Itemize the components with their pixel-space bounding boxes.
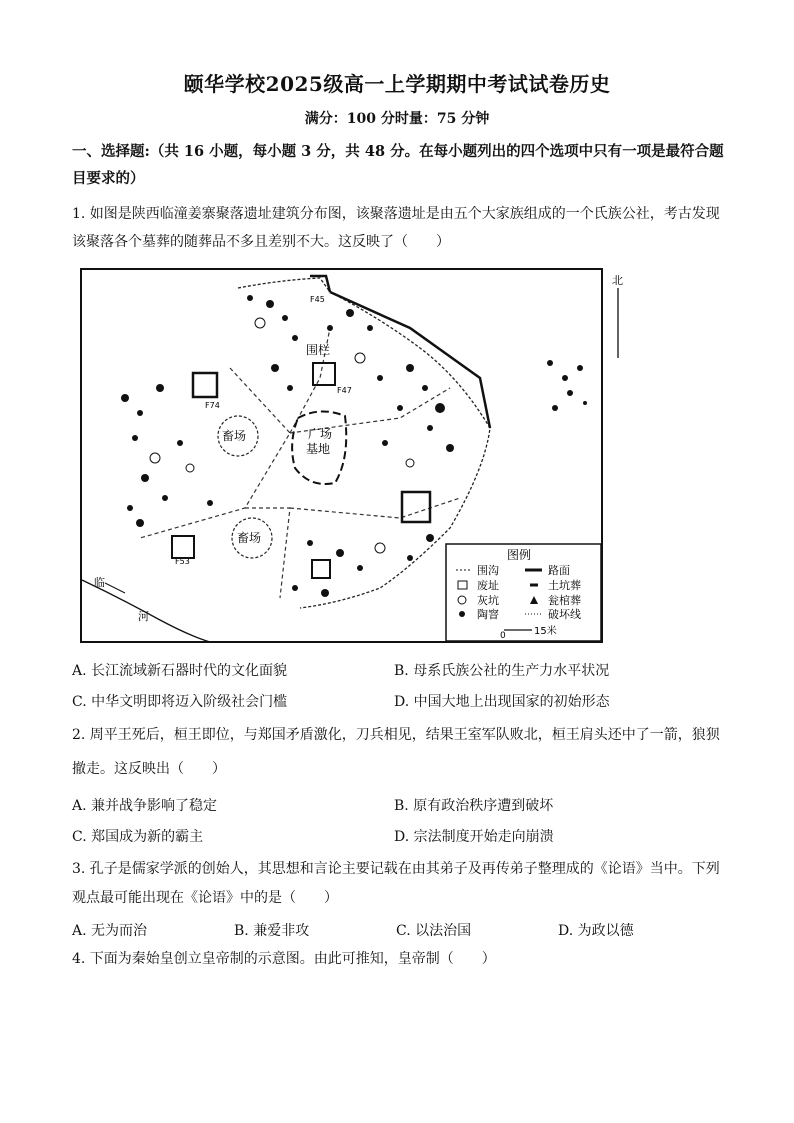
question-2-options-row-1	[72, 795, 732, 815]
legend-item: 废址	[477, 579, 499, 592]
question-3-options	[72, 920, 732, 940]
building-label: F45	[310, 295, 325, 304]
legend-title: 图例	[507, 548, 532, 562]
option-d[interactable]: D. 为政以德	[558, 923, 634, 939]
square-label-2: 基地	[306, 442, 331, 456]
legend-item: 土坑葬	[548, 579, 581, 592]
legend-item: 路面	[548, 564, 570, 577]
question-3-stem: 3. 孔子是儒家学派的创始人，其思想和言论主要记载在由其弟子及再传弟子整理成的《论语》当中。下列观点最可能出现在《论语》中的是（ ）	[72, 861, 720, 906]
pen-top-label: 畜场	[222, 429, 247, 443]
legend-item: 陶窨	[477, 608, 499, 621]
river-label-a: 临	[94, 576, 105, 589]
legend-item: 围沟	[477, 564, 499, 577]
question-4-stem: 4. 下面为秦始皇创立皇帝制的示意图。由此可推知，皇帝制（ ）	[72, 951, 496, 967]
option-d[interactable]: D. 宗法制度开始走向崩溃	[394, 829, 554, 845]
option-c[interactable]: C. 中华文明即将迈入阶级社会门槛	[72, 694, 288, 710]
option-a[interactable]: A. 长江流域新石器时代的文化面貌	[72, 663, 288, 679]
scale-zero: 0	[500, 631, 506, 641]
scale-end: 15米	[534, 626, 557, 637]
option-a[interactable]: A. 兼并战争影响了稳定	[72, 798, 218, 814]
option-b[interactable]: B. 原有政治秩序遭到破坏	[394, 798, 554, 814]
legend-item: 瓮棺葬	[548, 594, 581, 607]
river-label-b: 河	[138, 610, 149, 623]
question-2-options-row-2	[72, 826, 732, 846]
question-2-stem: 2. 周平王死后，桓王即位，与郑国矛盾激化，刀兵相见，结果王室军队败北，桓王肩头还中了一箭，狼狈撤走。这反映出（ ）	[72, 727, 720, 777]
fence-label: 围栏	[306, 343, 331, 357]
north-label: 北	[612, 274, 623, 287]
section-heading: 一、选择题:（共 16 小题，每小题 3 分，共 48 分。在每小题列出的四个选项中只有一项是最符合题目要求的）	[72, 143, 724, 187]
building-label: F53	[175, 557, 190, 566]
option-b[interactable]: B. 母系氏族公社的生产力水平状况	[394, 663, 610, 679]
legend-swatch	[459, 611, 465, 617]
square-label: 广场	[308, 427, 333, 441]
building-label: F74	[205, 401, 220, 410]
option-b[interactable]: B. 兼爱非攻	[234, 923, 310, 939]
pen-bottom-label: 畜场	[237, 531, 262, 545]
building-label: F47	[337, 386, 352, 395]
settlement-map	[80, 268, 623, 643]
option-c[interactable]: C. 以法治国	[396, 923, 472, 939]
option-a[interactable]: A. 无为而治	[72, 923, 148, 939]
legend-item: 灰坑	[477, 594, 499, 607]
question-1-options-row-2	[72, 691, 732, 711]
option-d[interactable]: D. 中国大地上出现国家的初始形态	[394, 694, 610, 710]
exam-title: 颐华学校2025级高一上学期期中考试试卷历史	[183, 72, 611, 96]
question-1-options-row-1	[72, 660, 732, 680]
option-c[interactable]: C. 郑国成为新的霸主	[72, 829, 204, 845]
exam-subtitle: 满分：100 分时量：75 分钟	[304, 111, 490, 127]
question-1-stem: 1. 如图是陕西临潼姜寨聚落遗址建筑分布图，该聚落遗址是由五个大家族组成的一个氏族公社，考古发现该聚落各个墓葬的随葬品不多且差别不大。这反映了（ ）	[72, 206, 720, 250]
legend-item: 破坏线	[548, 608, 581, 621]
